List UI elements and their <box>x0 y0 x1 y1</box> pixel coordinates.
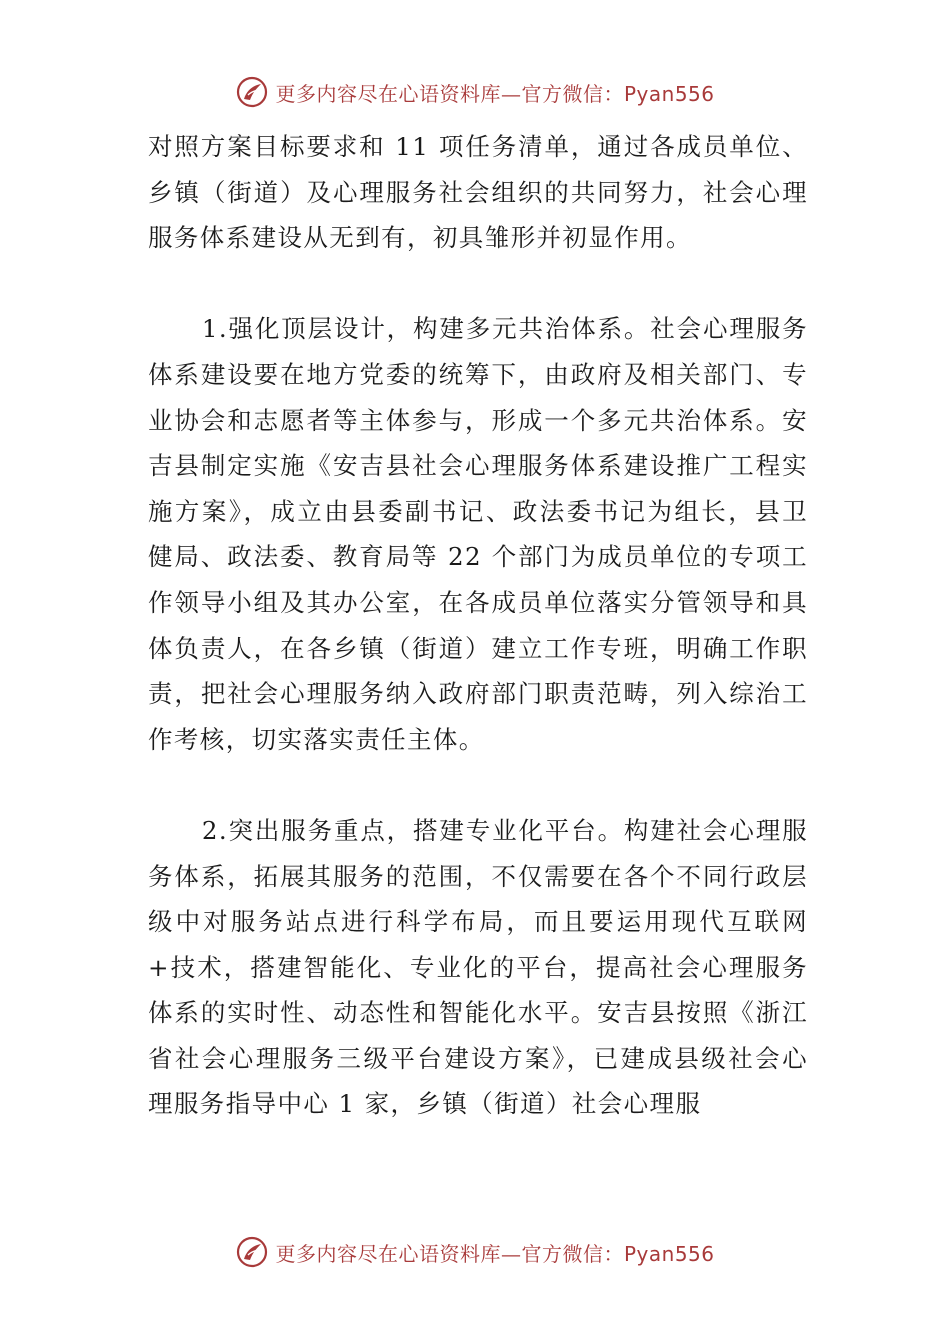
flame-circle-logo-icon <box>235 1235 269 1269</box>
watermark-text <box>275 78 714 107</box>
flame-circle-logo-icon <box>235 75 269 109</box>
watermark-slogan: 更多内容尽在心语资料库—官方微信： <box>275 81 624 106</box>
watermark-wechat-id: Pyan556 <box>623 81 715 106</box>
watermark-slogan: 更多内容尽在心语资料库—官方微信： <box>275 1241 624 1266</box>
document-body <box>148 124 808 1127</box>
watermark-footer <box>0 1232 950 1272</box>
paragraph-intro: 对照方案目标要求和 11 项任务清单，通过各成员单位、乡镇（街道）及心理服务社会组织的共同努力，社会心理服务体系建设从无到有，初具雏形并初显作用。 <box>148 132 808 253</box>
watermark-header <box>0 72 950 112</box>
paragraph-gap <box>148 762 808 808</box>
paragraph-section-1: 1.强化顶层设计，构建多元共治体系。社会心理服务体系建设要在地方党委的统筹下，由政府及相关部门、专业协会和志愿者等主体参与，形成一个多元共治体系。安吉县制定实施《安吉县社会心理服务体系建设推广工程实施方案》，成立由县委副书记、政法委书记为组长，县卫健局、政法委、教育局等 22 个部门为成员单位的专项工作领导小组及其办公室，在各成员单位落实分管领导和具体负责人，在各乡镇（街道）建立工作专班，明确工作职责，把社会心理服务纳入政府部门职责范畴，列入综治工作考核，切实落实责任主体。 <box>148 314 808 754</box>
paragraph-section-2: 2.突出服务重点，搭建专业化平台。构建社会心理服务体系，拓展其服务的范围，不仅需要在各个不同行政层级中对服务站点进行科学布局，而且要运用现代互联网+技术，搭建智能化、专业化的平台，提高社会心理服务体系的实时性、动态性和智能化水平。安吉县按照《浙江省社会心理服务三级平台建设方案》，已建成县级社会心理服务指导中心 1 家，乡镇（街道）社会心理服 <box>148 815 808 1119</box>
watermark-wechat-id: Pyan556 <box>623 1241 715 1266</box>
paragraph-gap <box>148 261 808 307</box>
watermark-text <box>275 1238 714 1267</box>
